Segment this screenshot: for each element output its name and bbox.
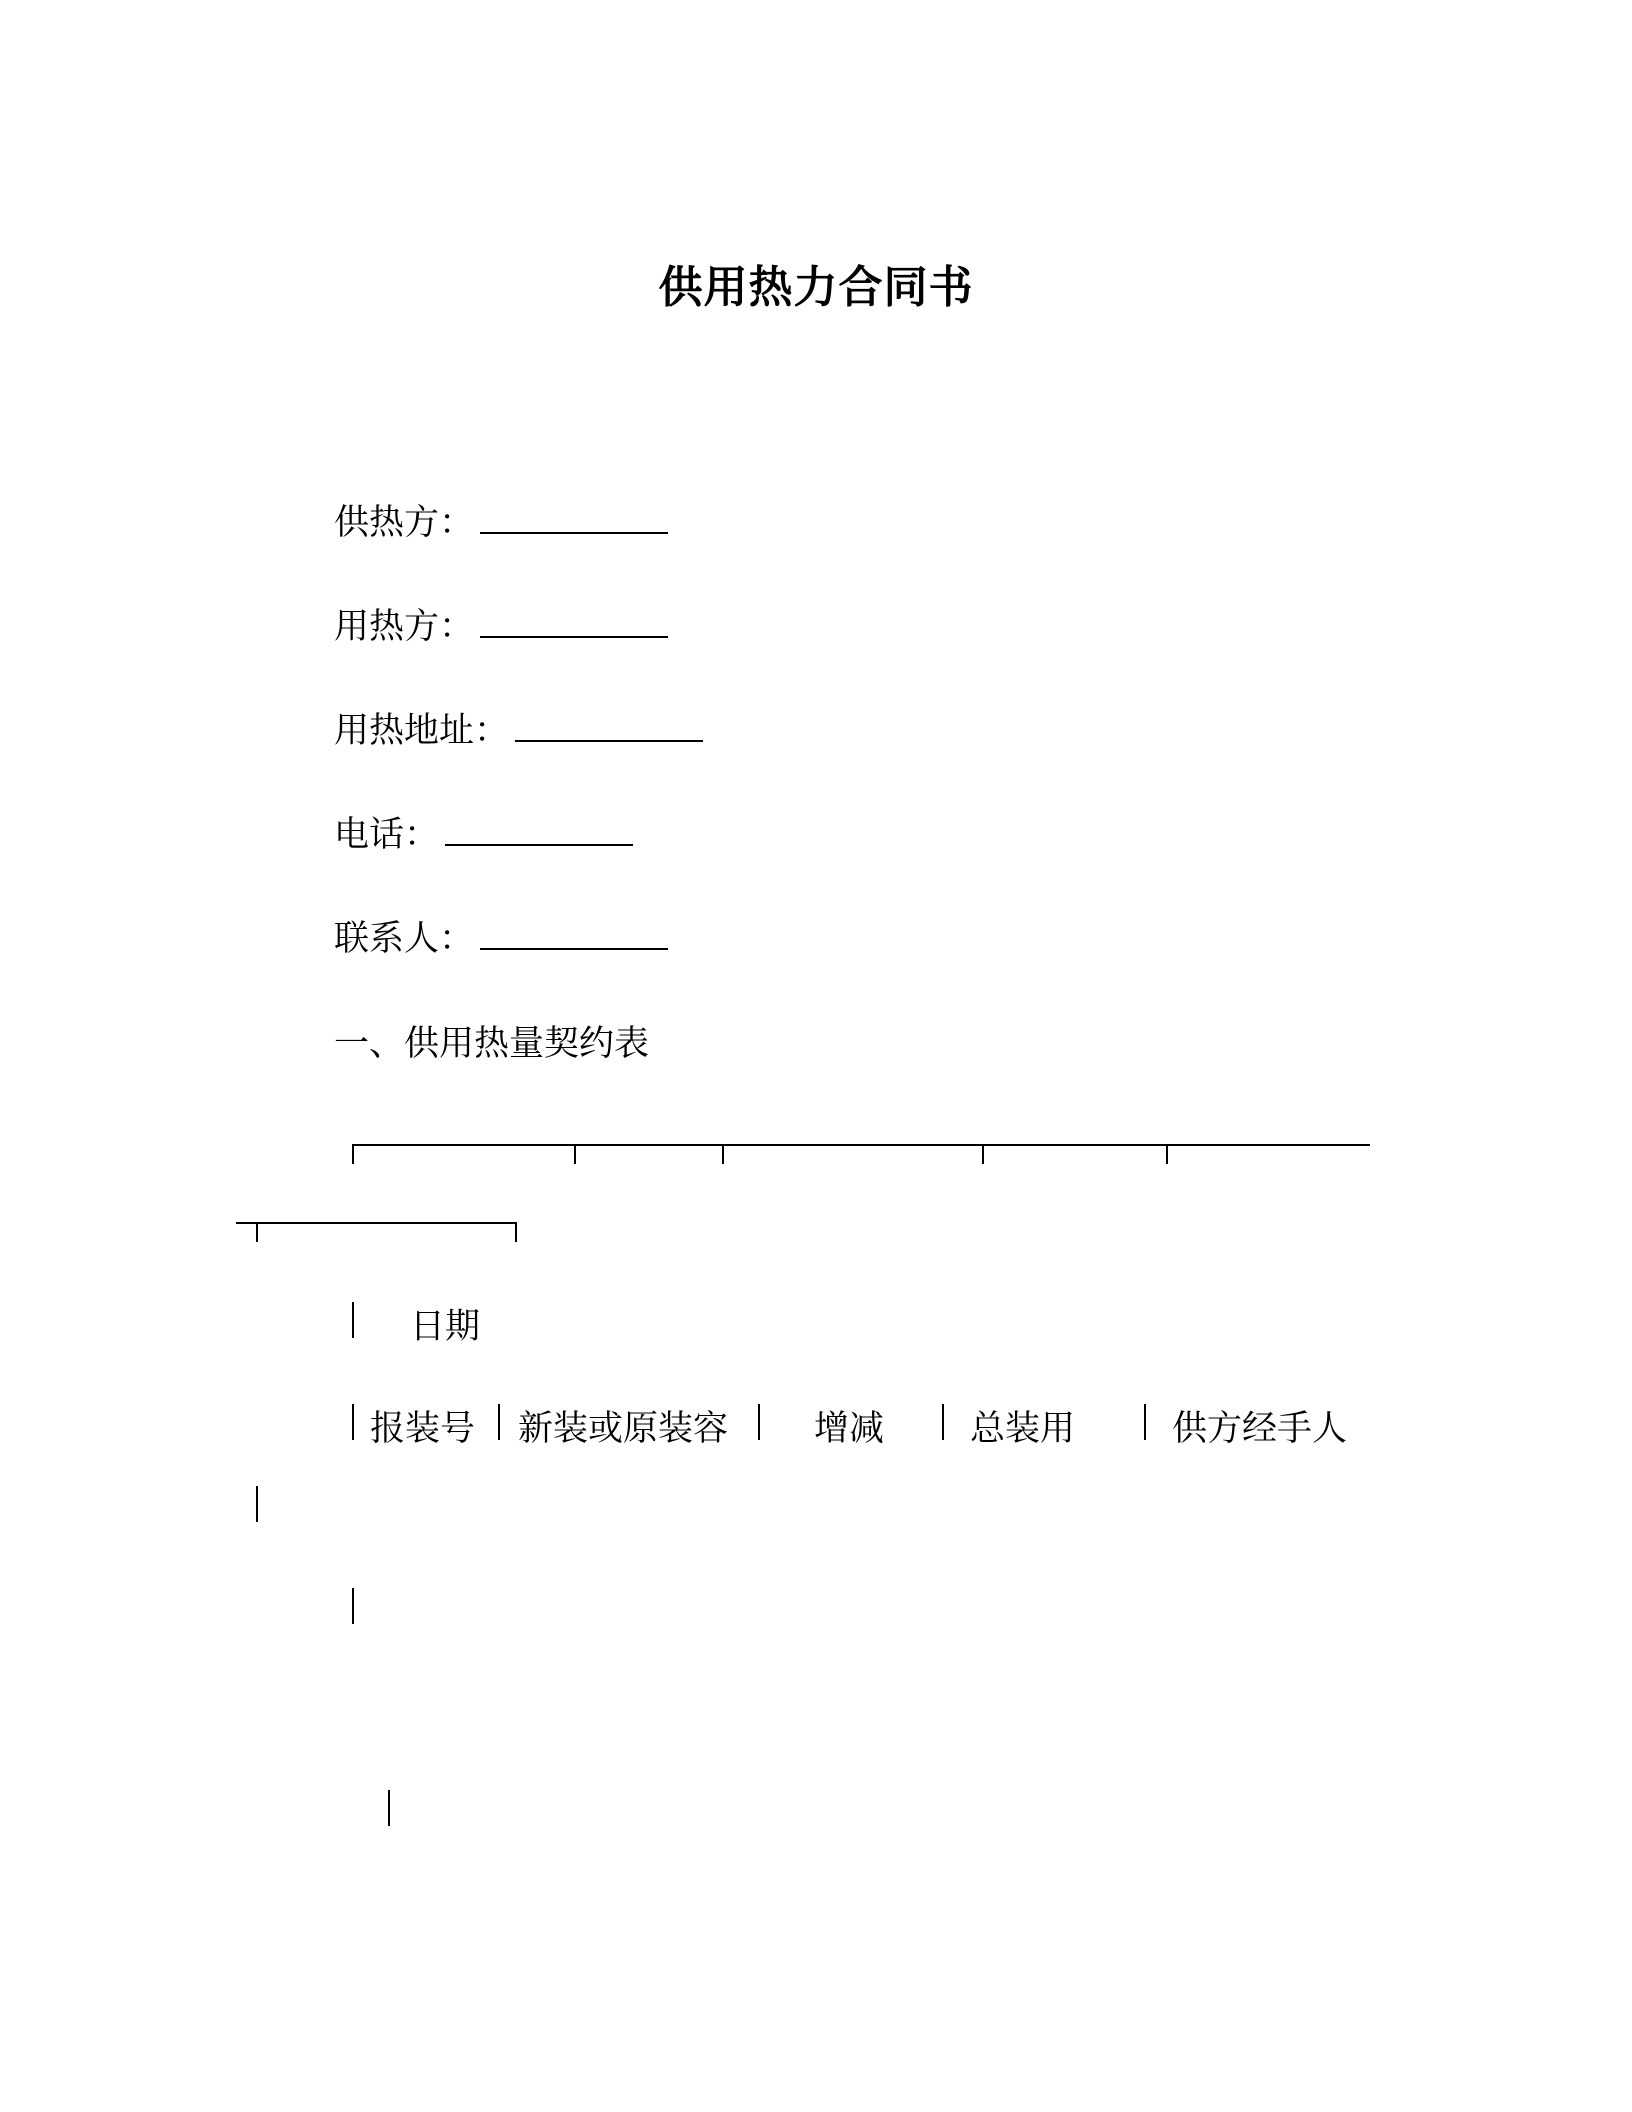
- table-cell-border: [352, 1404, 354, 1440]
- table-header-report-no: 报装号: [370, 1409, 476, 1449]
- table-header-change: 增减: [814, 1409, 885, 1449]
- table-cell-border: [352, 1588, 354, 1624]
- field-contact-person: [334, 911, 668, 961]
- fill-blank: [445, 814, 633, 846]
- field-heat-supplier: [334, 495, 668, 545]
- page-title: 供用热力合同书: [658, 262, 974, 314]
- table-tick: [515, 1222, 517, 1242]
- table-header-capacity: 新装或原装容: [518, 1409, 729, 1449]
- table-tick: [256, 1222, 258, 1242]
- fill-blank: [480, 918, 668, 950]
- table-second-rule: [236, 1222, 517, 1224]
- table-header-total: 总装用: [970, 1409, 1076, 1449]
- table-top-rule: [352, 1144, 1370, 1146]
- fill-blank: [480, 502, 668, 534]
- field-heat-address: [334, 703, 703, 753]
- field-heat-user: [334, 599, 668, 649]
- field-label: 电话：: [334, 815, 440, 855]
- table-tick: [722, 1144, 724, 1164]
- table-tick: [574, 1144, 576, 1164]
- table-cell-border: [1144, 1404, 1146, 1440]
- field-label: 用热方：: [334, 607, 475, 647]
- table-tick: [352, 1144, 354, 1164]
- field-label: 用热地址：: [334, 711, 510, 751]
- table-tick: [982, 1144, 984, 1164]
- table-date-label: 日期: [410, 1307, 481, 1347]
- table-cell-border: [942, 1404, 944, 1440]
- table-cell-border: [388, 1790, 390, 1826]
- table-cell-border: [352, 1302, 354, 1338]
- table-header-supplier-handler: 供方经手人: [1172, 1409, 1348, 1449]
- field-label: 联系人：: [334, 919, 475, 959]
- section-heading: 一、供用热量契约表: [334, 1024, 650, 1064]
- field-phone: [334, 807, 633, 857]
- fill-blank: [480, 606, 668, 638]
- table-cell-border: [498, 1404, 500, 1440]
- field-label: 供热方：: [334, 503, 475, 543]
- fill-blank: [515, 710, 703, 742]
- table-cell-border: [256, 1486, 258, 1522]
- table-cell-border: [758, 1404, 760, 1440]
- table-tick: [1166, 1144, 1168, 1164]
